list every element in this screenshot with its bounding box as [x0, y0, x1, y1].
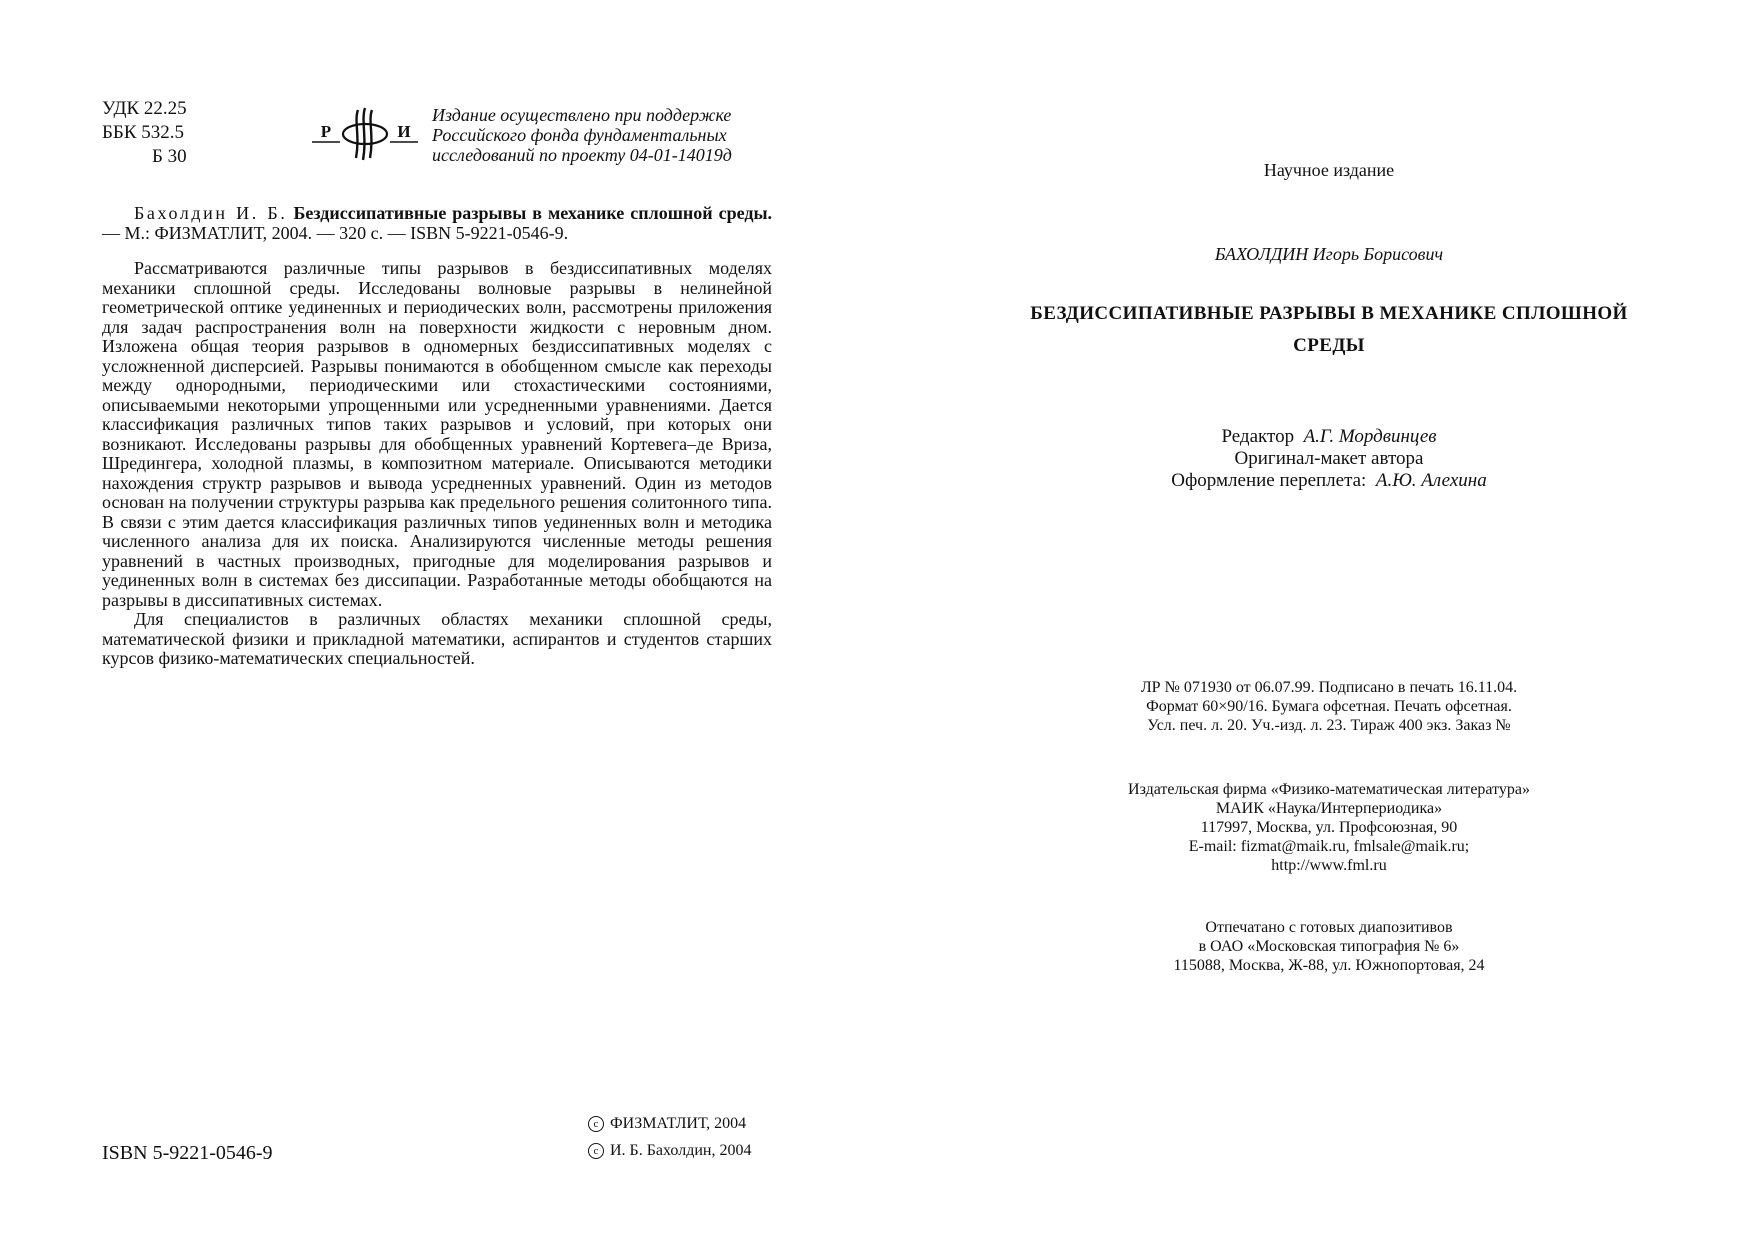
copyright-icon: c [588, 1143, 604, 1159]
logo-letter-i: И [397, 122, 411, 141]
abstract [102, 259, 772, 669]
copyright-text: И. Б. Бахолдин, 2004 [610, 1142, 752, 1159]
support-line: Российского фонда фундаментальных [432, 125, 727, 145]
title-line: СРЕДЫ [1293, 335, 1365, 356]
editor-line [999, 426, 1659, 448]
print-info-line: Формат 60×90/16. Бумага офсетная. Печать офсетная. [1146, 698, 1512, 715]
print-info-line: ЛР № 071930 от 06.07.99. Подписано в печать 16.11.04. [1140, 679, 1518, 696]
series-label: Научное издание [1263, 160, 1395, 180]
printer-line: Отпечатано с готовых диапозитивов [1205, 919, 1453, 936]
support-note [432, 105, 772, 165]
isbn: ISBN 5-9221-0546-9 [102, 1142, 273, 1164]
publisher-email: E-mail: fizmat@maik.ru, fmlsale@maik.ru; [1188, 838, 1470, 855]
cover-name: А.Ю. Алехина [1375, 470, 1487, 491]
publisher-url: http://www.fml.ru [1271, 857, 1387, 874]
bibliographic-record [102, 203, 772, 243]
printer-info [999, 918, 1659, 975]
abstract-paragraph: Для специалистов в различных областях механики сплошной среды, математической физики и прикладной математики, аспирантов и студентов старших курсов физико-математических специальностей. [102, 609, 772, 668]
editor-name: А.Г. Мордвинцев [1303, 426, 1437, 447]
publisher-info [999, 780, 1659, 875]
credits [999, 426, 1659, 492]
rffi-logo [310, 106, 420, 162]
publisher-line: МАИК «Наука/Интерпериодика» [1215, 800, 1443, 817]
abstract-paragraph: Рассматриваются различные типы разрывов в бездиссипативных моделях механики сплошной среды. Исследованы волновые разрывы в нелинейной геометрической оптике уединенных и периодических волн, рассмотрены приложения для задач распространения волн на поверхности жидкости с неровным дном. Изложена общая теория разрывов в одномерных бездиссипативных моделях с усложненной дисперсией. Разрывы понимаются в обобщенном смысле как переходы между однородными, периодическими или стохастическими состояниями, описываемыми некоторыми упрощенными или усредненными уравнениями. Дается классификация различных типов таких разрывов и условий, при которых они возникают. Исследованы разрывы для обобщенных уравнений Кортевега–де Вриза, Шредингера, холодной плазмы, в композитном материале. Описываются методики нахождения структр разрывов и вывода усредненных уравнений. Один из методов основан на получении структуры разрыва как предельного решения солитонного типа. В связи с этим дается классификация различных типов уединенных волн и методика численного анализа для их поиска. Анализируются численные методы решения уравнений в частных производных, пригодные для моделирования разрывов и уединенных волн в системах без диссипации. Разработанные методы обобщаются на разрывы в диссипативных системах. [102, 258, 772, 610]
print-info-line: Усл. печ. л. 20. Уч.-изд. л. 23. Тираж 400 экз. Заказ № [1147, 717, 1511, 734]
printer-line: в ОАО «Московская типография № 6» [1198, 938, 1460, 955]
udk-code: УДК 22.25 [102, 98, 187, 119]
classification-codes [102, 97, 187, 169]
book-title [999, 298, 1659, 362]
publisher-line: 117997, Москва, ул. Профсоюзная, 90 [1200, 819, 1458, 836]
copyright-icon: c [588, 1116, 604, 1132]
copyright-text: ФИЗМАТЛИТ, 2004 [610, 1115, 747, 1132]
printer-line: 115088, Москва, Ж-88, ул. Южнопортовая, 24 [1173, 957, 1485, 974]
book-author: БАХОЛДИН Игорь Борисович [1214, 244, 1444, 264]
bbk-code: ББК 532.5 [102, 122, 184, 143]
editor-label: Редактор [1221, 426, 1295, 447]
cover-label: Оформление переплета: [1171, 470, 1367, 491]
author-mark: Б 30 [152, 146, 187, 167]
biblio-title: Бездиссипативные разрывы в механике сплошной среды. [293, 203, 773, 223]
support-line: Издание осуществлено при поддержке [432, 105, 732, 125]
copyright-author [588, 1142, 751, 1160]
logo-letter-r: Р [320, 122, 332, 141]
print-info [999, 678, 1659, 735]
publisher-line: Издательская фирма «Физико-математическая литература» [1128, 781, 1530, 798]
layout-line: Оригинал-макет автора [1234, 448, 1424, 469]
support-line: исследований по проекту 04-01-14019д [432, 145, 732, 165]
biblio-author: Бахолдин И. Б. [134, 203, 288, 223]
biblio-imprint: — М.: ФИЗМАТЛИТ, 2004. — 320 с. — ISBN 5-9221-0546-9. [102, 223, 569, 243]
title-line: БЕЗДИССИПАТИВНЫЕ РАЗРЫВЫ В МЕХАНИКЕ СПЛОШНОЙ [1030, 303, 1628, 324]
cover-line [999, 470, 1659, 492]
copyright-publisher [588, 1115, 746, 1133]
